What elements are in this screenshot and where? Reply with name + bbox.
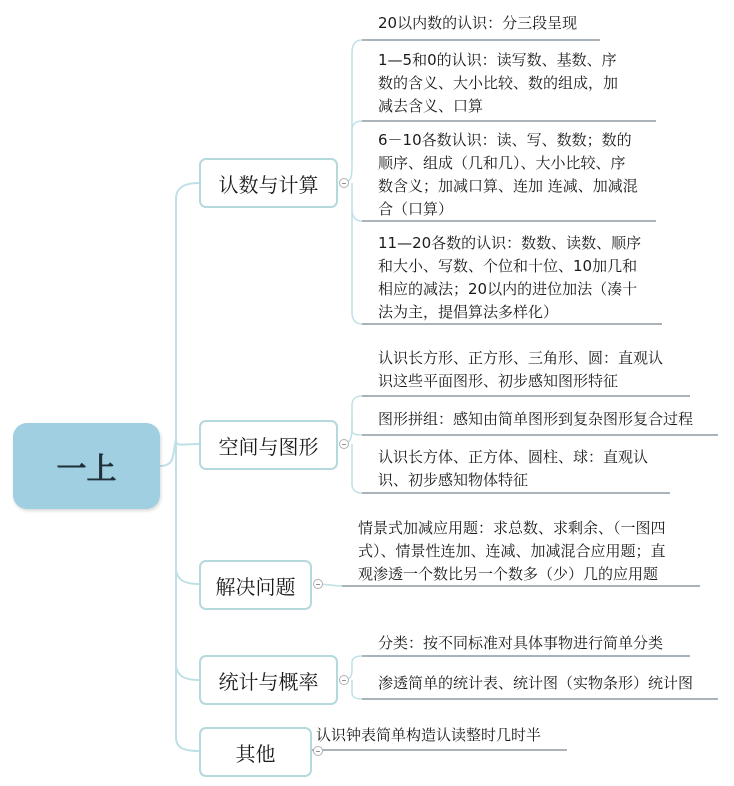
leaf-text: 情景式加减应用题：求总数、求剩余、（一图四 式）、情景性连加、连减、加减混合应用题；直 观渗透一个数比另一个数多（少）几的应用题 <box>358 519 666 583</box>
trunk-connector-2 <box>176 440 199 445</box>
collapse-toggle-icon[interactable] <box>313 746 323 756</box>
collapse-toggle-icon[interactable] <box>339 178 349 188</box>
branch-label: 空间与图形 <box>218 434 319 459</box>
branch-node-problem-solving[interactable] <box>199 560 312 610</box>
branch-2-leaf-connector-3 <box>352 444 362 493</box>
branch-node-counting-calculation[interactable] <box>199 158 338 208</box>
leaf-text: 11—20各数的认识：数数、读数、顺序 和大小、写数、个位和十位、10加几和 相应的减法；20以内的进位加法（凑十 法为主，提倡算法多样化） <box>378 234 642 321</box>
root-label: 一上 <box>56 452 117 487</box>
branch-label: 其他 <box>235 741 276 766</box>
trunk-connector-5 <box>176 664 199 751</box>
leaf-text: 6－10各数认识：读、写、数数；数的 顺序、组成（几和几）、大小比较、序 数含义；加减口算、连加 连减、加减混 合（口算） <box>378 131 638 218</box>
collapse-toggle-icon[interactable] <box>339 675 349 685</box>
branch-node-space-shapes[interactable] <box>199 420 338 470</box>
leaf-text: 认识长方体、正方体、圆柱、球：直观认 识、初步感知物体特征 <box>378 448 649 489</box>
leaf-text: 认识钟表简单构造认读整时几时半 <box>316 726 542 744</box>
leaf-text: 分类：按不同标准对具体事物进行简单分类 <box>378 634 664 652</box>
root-trunk-connector <box>160 183 199 466</box>
collapse-toggle-icon[interactable] <box>313 579 323 589</box>
branch-label: 统计与概率 <box>218 669 319 694</box>
branch-1-leaf-connector <box>343 40 362 183</box>
collapse-toggle-icon[interactable] <box>339 439 349 449</box>
branch-label: 认数与计算 <box>218 172 319 197</box>
branch-1-leaf-connector-2 <box>352 121 362 160</box>
branch-2-leaf-connector-2 <box>352 420 362 435</box>
trunk-connector-3 <box>176 440 199 584</box>
leaf-text: 认识长方形、正方形、三角形、圆：直观认 识这些平面图形、初步感知图形特征 <box>378 349 664 390</box>
branch-1-leaf-connector-3 <box>352 183 362 221</box>
leaf-text: 图形拼组：感知由简单图形到复杂图形复合过程 <box>378 410 694 428</box>
leaf-text: 1—5和0的认识：读写数、基数、序 数的含义、大小比较、数的组成，加 减去含义、口算 <box>378 51 619 115</box>
branch-4-leaf-connector-2 <box>352 680 362 699</box>
leaf-text: 渗透简单的统计表、统计图（实物条形）统计图 <box>378 674 694 692</box>
leaf-text: 20以内数的认识：分三段呈现 <box>378 14 578 32</box>
branch-node-other[interactable] <box>199 727 312 777</box>
branch-label: 解决问题 <box>215 574 296 599</box>
branch-1-leaf-connector-4 <box>352 210 362 324</box>
root-node[interactable] <box>13 423 160 509</box>
branch-node-statistics-probability[interactable] <box>199 655 338 705</box>
